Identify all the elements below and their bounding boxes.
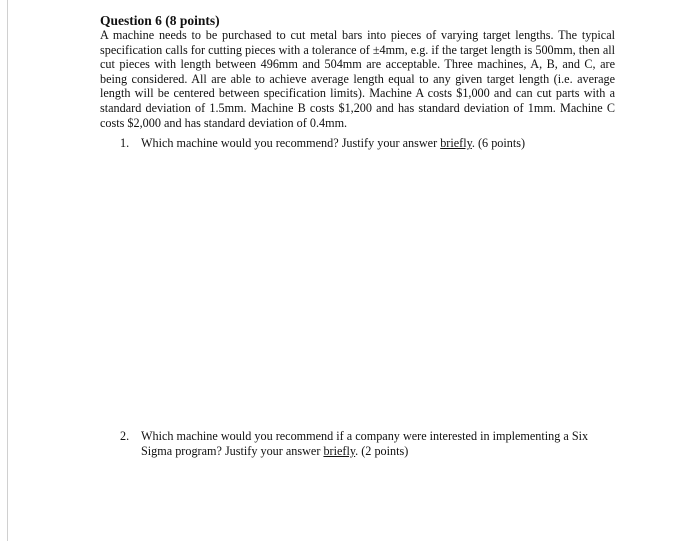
subquestion-text-end: . (2 points) [355, 444, 409, 458]
subquestion-text [141, 429, 615, 459]
left-border-line [7, 0, 8, 541]
subquestion-number: 1. [120, 136, 130, 150]
question-body: A machine needs to be purchased to cut metal bars into pieces of varying target lengths. The typical specification calls for cutting pieces with a tolerance of ±4mm, e.g. if the target length is 500mm, then all cut pieces with length between 496mm and 504mm are acceptable. Three machines, A, B, and C, are being considered. All are able to achieve average length equal to any given target length (i.e. average length will be centered between specification limits). Machine A costs $1,000 and can cut parts with a standard deviation of 1.5mm. Machine B costs $1,200 and has standard deviation of 1mm. Machine C costs $2,000 and has standard deviation of 0.4mm. [100, 28, 615, 130]
subquestion-2 [120, 429, 615, 459]
question-block [100, 14, 615, 130]
subquestion-text-end: . (6 points) [471, 136, 526, 150]
subquestion-text-start: Which machine would you recommend if a company were interested in implementing a Six Sigma program? Justify your answer [141, 429, 589, 458]
subquestion-1 [120, 136, 615, 151]
subquestion-text-start: Which machine would you recommend? Justify your answer [141, 136, 441, 150]
subquestion-emphasis: briefly [323, 444, 356, 458]
question-title: Question 6 (8 points) [100, 13, 220, 28]
subquestion-number: 2. [120, 429, 130, 443]
subquestion-text [141, 136, 615, 151]
subquestion-emphasis: briefly [440, 136, 472, 150]
